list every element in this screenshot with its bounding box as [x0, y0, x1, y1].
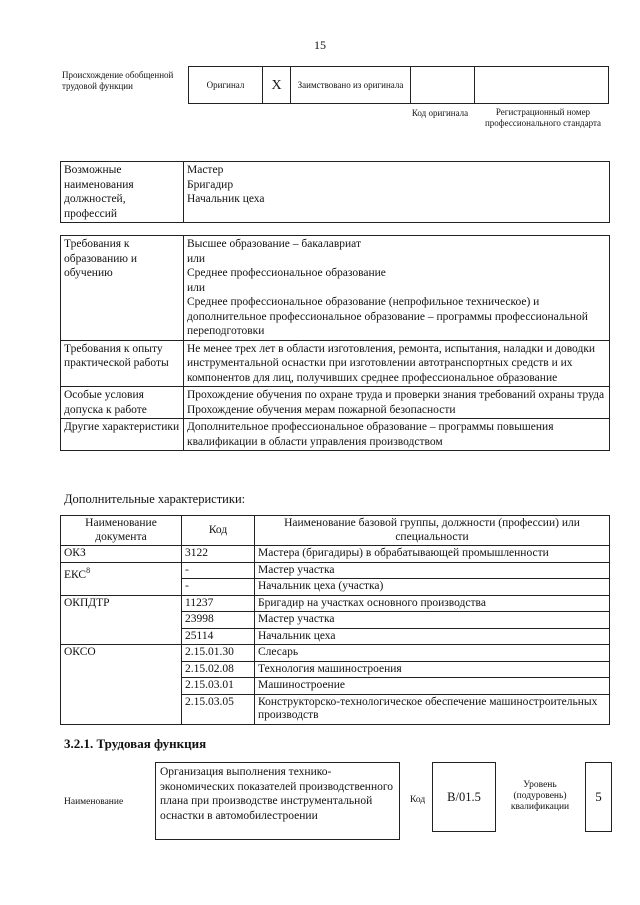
code-cell: 23998: [182, 612, 255, 629]
name-cell: Мастер участка: [255, 562, 610, 579]
req-line: Прохождение обучения мерам пожарной безопасности: [187, 403, 456, 416]
positions-label: Возможные наименования должностей, профессий: [61, 162, 184, 223]
doc-cell: ОКЗ: [61, 546, 182, 563]
req-line: Прохождение обучения по охране труда и проверки знания требований охраны труда: [187, 389, 605, 401]
table-row: [61, 645, 610, 662]
positions-list: [184, 162, 610, 223]
name-cell: Начальник цеха: [255, 628, 610, 645]
code-cell: -: [182, 562, 255, 579]
code-cell: 2.15.03.05: [182, 694, 255, 724]
req-line: Среднее профессиональное образование (непрофильное техническое) и дополнительное профессиональное образование – программы профессиональной переподготовки: [187, 296, 588, 337]
name-cell: Мастера (бригадиры) в обрабатывающей промышленности: [255, 546, 610, 563]
name-cell: Технология машиностроения: [255, 661, 610, 678]
name-cell: Мастер участка: [255, 612, 610, 629]
function-level-caption: Уровень (подуровень) квалификации: [510, 780, 570, 812]
requirements-table: [60, 235, 610, 451]
origin-code-caption: Код оригинала: [411, 108, 469, 118]
col-doc-header: Наименование документа: [61, 516, 182, 546]
req-other-value: Дополнительное профессиональное образование – программы повышения квалификации в области управления производством: [184, 419, 610, 451]
code-cell: 25114: [182, 628, 255, 645]
function-name-box: Организация выполнения технико-экономических показателей производственного плана при производстве инструментальной оснастки в автомобилестроении: [155, 762, 400, 840]
origin-code-cell: [411, 67, 475, 103]
req-experience-value: Не менее трех лет в области изготовления, ремонта, испытания, наладки и доводки инструментальной оснастки при изготовлении автотранспортных средств и их компонентов для лиц, получивших среднее профессиональное образование: [184, 340, 610, 387]
table-row: [61, 595, 610, 612]
req-education-value: [184, 236, 610, 341]
code-cell: 2.15.03.01: [182, 678, 255, 695]
req-line: или: [187, 281, 206, 294]
req-other-label: Другие характеристики: [61, 419, 184, 451]
name-cell: Конструкторско-технологическое обеспечение машиностроительных производств: [255, 694, 610, 724]
code-cell: 11237: [182, 595, 255, 612]
code-cell: -: [182, 579, 255, 596]
page-number: 15: [314, 38, 326, 52]
position-item: Бригадир: [187, 178, 234, 191]
code-cell: 3122: [182, 546, 255, 563]
function-title: 3.2.1. Трудовая функция: [64, 736, 207, 751]
req-line: Среднее профессиональное образование: [187, 267, 386, 279]
name-cell: Слесарь: [255, 645, 610, 662]
req-admission-label: Особые условия допуска к работе: [61, 387, 184, 419]
additional-heading: Дополнительные характеристики:: [64, 492, 246, 506]
function-code-box: B/01.5: [432, 762, 496, 832]
code-cell: 2.15.02.08: [182, 661, 255, 678]
req-experience-label: Требования к опыту практической работы: [61, 340, 184, 387]
position-item: Начальник цеха: [187, 193, 265, 205]
origin-original-mark: X: [263, 67, 291, 103]
doc-cell: ОКСО: [61, 645, 182, 725]
doc-text: ЕКС: [64, 568, 87, 581]
req-line: или: [187, 252, 206, 265]
table-row: [61, 546, 610, 563]
origin-reg-cell: [475, 67, 608, 103]
footnote-mark: 8: [86, 565, 91, 575]
req-line: Высшее образование – бакалавриат: [187, 238, 361, 250]
name-cell: Машиностроение: [255, 678, 610, 695]
function-level-box: 5: [585, 762, 612, 832]
doc-cell: [61, 562, 182, 595]
origin-reg-caption: Регистрационный номер профессионального стандарта: [484, 107, 602, 128]
positions-table: [60, 161, 610, 223]
col-name-header: Наименование базовой группы, должности (профессии) или специальности: [255, 516, 610, 546]
col-code-header: Код: [182, 516, 255, 546]
function-name-caption: Наименование: [64, 797, 124, 807]
name-cell: Бригадир на участках основного производства: [255, 595, 610, 612]
name-cell: Начальник цеха (участка): [255, 579, 610, 596]
code-cell: 2.15.01.30: [182, 645, 255, 662]
origin-label: Происхождение обобщенной трудовой функции: [62, 70, 174, 91]
table-row: [61, 562, 610, 579]
origin-box: [188, 66, 609, 104]
function-code-caption: Код: [410, 795, 426, 805]
position-item: Мастер: [187, 164, 224, 176]
req-education-label: Требования к образованию и обучению: [61, 236, 184, 341]
origin-borrowed-label: Заимствовано из оригинала: [291, 67, 411, 103]
doc-cell: ОКПДТР: [61, 595, 182, 645]
origin-original-label: Оригинал: [189, 67, 263, 103]
additional-table: [60, 515, 610, 725]
req-admission-value: [184, 387, 610, 419]
